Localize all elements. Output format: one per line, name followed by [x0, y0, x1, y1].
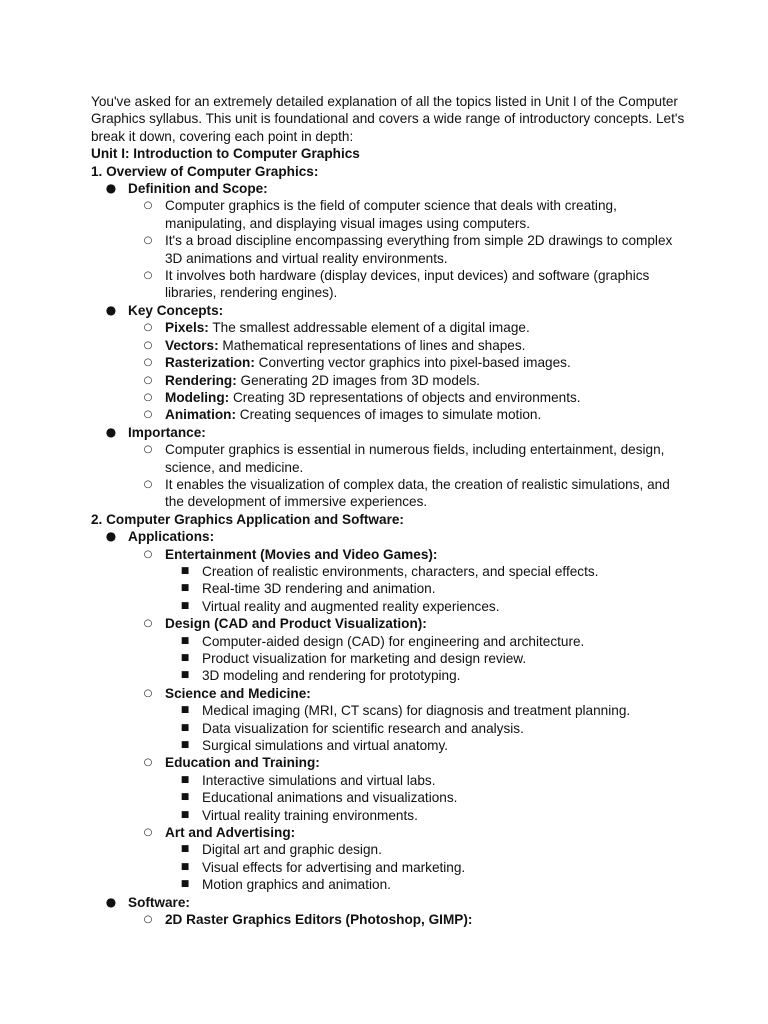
sub-sub-list — [165, 702, 691, 754]
bullet-circle-icon: ○ — [143, 409, 153, 421]
subgroup-heading: Art and Advertising: — [165, 825, 296, 841]
bullet-circle-icon: ○ — [143, 687, 153, 699]
bullet-circle-icon: ○ — [143, 914, 153, 926]
item-text: Computer-aided design (CAD) for engineering and architecture. — [202, 633, 585, 649]
list-item — [91, 894, 691, 929]
list-item — [128, 319, 691, 336]
item-text: It's a broad discipline encompassing everything from simple 2D drawings to complex 3D animations and virtual reality environments. — [165, 233, 673, 266]
list-item — [128, 267, 691, 302]
item-text: It involves both hardware (display devices, input devices) and software (graphics libraries, rendering engines). — [165, 268, 650, 301]
list-item — [165, 720, 691, 737]
list-item — [128, 372, 691, 389]
subgroup-heading: Education and Training: — [165, 755, 320, 771]
item-text: Medical imaging (MRI, CT scans) for diagnosis and treatment planning. — [202, 703, 631, 719]
bullet-square-icon: ■ — [180, 740, 190, 751]
bullet-square-icon: ■ — [180, 600, 190, 611]
item-text: Mathematical representations of lines and shapes. — [218, 337, 526, 353]
list-item — [165, 650, 691, 667]
group-heading: Applications: — [128, 529, 215, 545]
bullet-circle-icon: ○ — [143, 827, 153, 839]
subgroup-heading: 2D Raster Graphics Editors (Photoshop, GIMP): — [165, 912, 473, 928]
list-item — [91, 302, 691, 424]
list-item — [91, 528, 691, 894]
list-item — [128, 754, 691, 824]
sub-sub-list — [165, 563, 691, 615]
bullet-circle-icon: ○ — [143, 357, 153, 369]
list-item — [128, 546, 691, 616]
list-item — [165, 841, 691, 858]
list-item — [128, 824, 691, 894]
bullet-circle-icon: ○ — [143, 235, 153, 247]
bullet-square-icon: ■ — [180, 565, 190, 576]
item-text: Visual effects for advertising and marketing. — [202, 859, 466, 875]
list-item — [128, 232, 691, 267]
bullet-disc-icon: ● — [105, 181, 117, 196]
bullet-square-icon: ■ — [180, 635, 190, 646]
sub-list — [128, 546, 691, 894]
subgroup-heading: Science and Medicine: — [165, 685, 311, 701]
item-term: Vectors: — [165, 337, 219, 353]
bullet-circle-icon: ○ — [143, 478, 153, 490]
group-heading: Definition and Scope: — [128, 181, 268, 197]
bullet-disc-icon: ● — [105, 302, 117, 317]
subgroup-heading: Design (CAD and Product Visualization): — [165, 616, 427, 632]
bullet-circle-icon: ○ — [143, 322, 153, 334]
list-item — [165, 859, 691, 876]
bullet-square-icon: ■ — [180, 722, 190, 733]
item-text: Virtual reality training environments. — [202, 807, 418, 823]
item-text: Virtual reality and augmented reality experiences. — [202, 598, 500, 614]
item-text: Real-time 3D rendering and animation. — [202, 581, 436, 597]
bullet-disc-icon: ● — [105, 529, 117, 544]
list-item — [128, 354, 691, 371]
item-term: Modeling: — [165, 389, 230, 405]
bullet-square-icon: ■ — [180, 583, 190, 594]
list-item — [165, 772, 691, 789]
group-heading: Software: — [128, 894, 190, 910]
item-text: Data visualization for scientific research and analysis. — [202, 720, 524, 736]
bullet-square-icon: ■ — [180, 705, 190, 716]
list-item — [165, 598, 691, 615]
list-item — [165, 633, 691, 650]
bullet-disc-icon: ● — [105, 424, 117, 439]
sub-sub-list — [165, 772, 691, 824]
item-term: Pixels: — [165, 320, 209, 336]
section-heading: 2. Computer Graphics Application and Software: — [91, 511, 404, 527]
bullet-square-icon: ■ — [180, 670, 190, 681]
section-heading: 1. Overview of Computer Graphics: — [91, 163, 319, 179]
sub-sub-list — [165, 633, 691, 685]
item-text: Surgical simulations and virtual anatomy. — [202, 738, 449, 754]
item-text: Motion graphics and animation. — [202, 877, 391, 893]
bullet-square-icon: ■ — [180, 879, 190, 890]
intro-paragraph: You've asked for an extremely detailed explanation of all the topics listed in Unit I of the Computer Graphics syllabus. This unit is foundational and covers a wide range of introductory concepts. Let's break it down, covering each point in depth: — [91, 94, 685, 144]
sub-list — [128, 319, 691, 423]
item-text: Product visualization for marketing and design review. — [202, 651, 527, 666]
bullet-circle-icon: ○ — [143, 200, 153, 212]
bullet-square-icon: ■ — [180, 809, 190, 820]
sub-sub-list — [165, 841, 691, 893]
list-item — [128, 476, 691, 511]
subgroup-heading: Entertainment (Movies and Video Games): — [165, 546, 438, 562]
list-item — [128, 337, 691, 354]
list-item — [165, 876, 691, 893]
list-item — [128, 685, 691, 755]
item-text: Converting vector graphics into pixel-based images. — [254, 355, 571, 371]
list-item — [165, 702, 691, 719]
list-item — [165, 807, 691, 824]
item-text: 3D modeling and rendering for prototyping. — [202, 668, 461, 684]
item-text: Creating 3D representations of objects and environments. — [229, 389, 581, 405]
section-2-list — [91, 528, 691, 928]
bullet-circle-icon: ○ — [143, 391, 153, 403]
item-text: The smallest addressable element of a digital image. — [208, 320, 530, 336]
bullet-circle-icon: ○ — [143, 548, 153, 560]
document-body — [91, 93, 691, 929]
sub-list — [128, 911, 691, 928]
list-item — [91, 180, 691, 302]
list-item — [165, 580, 691, 597]
group-heading: Key Concepts: — [128, 302, 224, 318]
bullet-square-icon: ■ — [180, 653, 190, 663]
item-text: Educational animations and visualizations. — [202, 790, 458, 806]
bullet-circle-icon: ○ — [143, 618, 153, 630]
item-text: It enables the visualization of complex data, the creation of realistic simulations, and the development of immersive experiences. — [165, 476, 670, 510]
list-item — [165, 667, 691, 684]
item-text: Digital art and graphic design. — [202, 842, 382, 858]
bullet-disc-icon: ● — [105, 894, 117, 909]
bullet-square-icon: ■ — [180, 861, 190, 872]
bullet-circle-icon: ○ — [143, 339, 153, 351]
bullet-circle-icon: ○ — [143, 757, 153, 769]
item-term: Rendering: — [165, 372, 237, 388]
group-heading: Importance: — [128, 424, 206, 440]
item-text: Creating sequences of images to simulate motion. — [235, 407, 542, 423]
section-1-list — [91, 180, 691, 511]
list-item — [128, 197, 691, 232]
item-text: Computer graphics is the field of computer science that deals with creating, manipulating, and displaying visual images using computers. — [165, 198, 617, 231]
list-item — [165, 737, 691, 754]
item-term: Animation: — [165, 407, 236, 423]
unit-title: Unit I: Introduction to Computer Graphics — [91, 146, 360, 162]
bullet-square-icon: ■ — [180, 792, 190, 803]
list-item — [91, 424, 691, 511]
item-text: Computer graphics is essential in numerous fields, including entertainment, design, science, and medicine. — [165, 442, 665, 475]
list-item — [128, 389, 691, 406]
list-item — [165, 789, 691, 806]
list-item — [165, 563, 691, 580]
bullet-circle-icon: ○ — [143, 444, 153, 456]
item-text: Generating 2D images from 3D models. — [236, 372, 481, 388]
bullet-square-icon: ■ — [180, 774, 190, 785]
list-item — [128, 406, 691, 423]
list-item — [128, 911, 691, 928]
list-item — [128, 441, 691, 476]
sub-list — [128, 197, 691, 301]
item-text: Creation of realistic environments, characters, and special effects. — [202, 563, 599, 579]
bullet-circle-icon: ○ — [143, 374, 153, 386]
list-item — [128, 615, 691, 685]
sub-list — [128, 441, 691, 511]
item-term: Rasterization: — [165, 355, 255, 371]
bullet-circle-icon: ○ — [143, 270, 153, 282]
bullet-square-icon: ■ — [180, 844, 190, 855]
item-text: Interactive simulations and virtual labs. — [202, 772, 436, 788]
